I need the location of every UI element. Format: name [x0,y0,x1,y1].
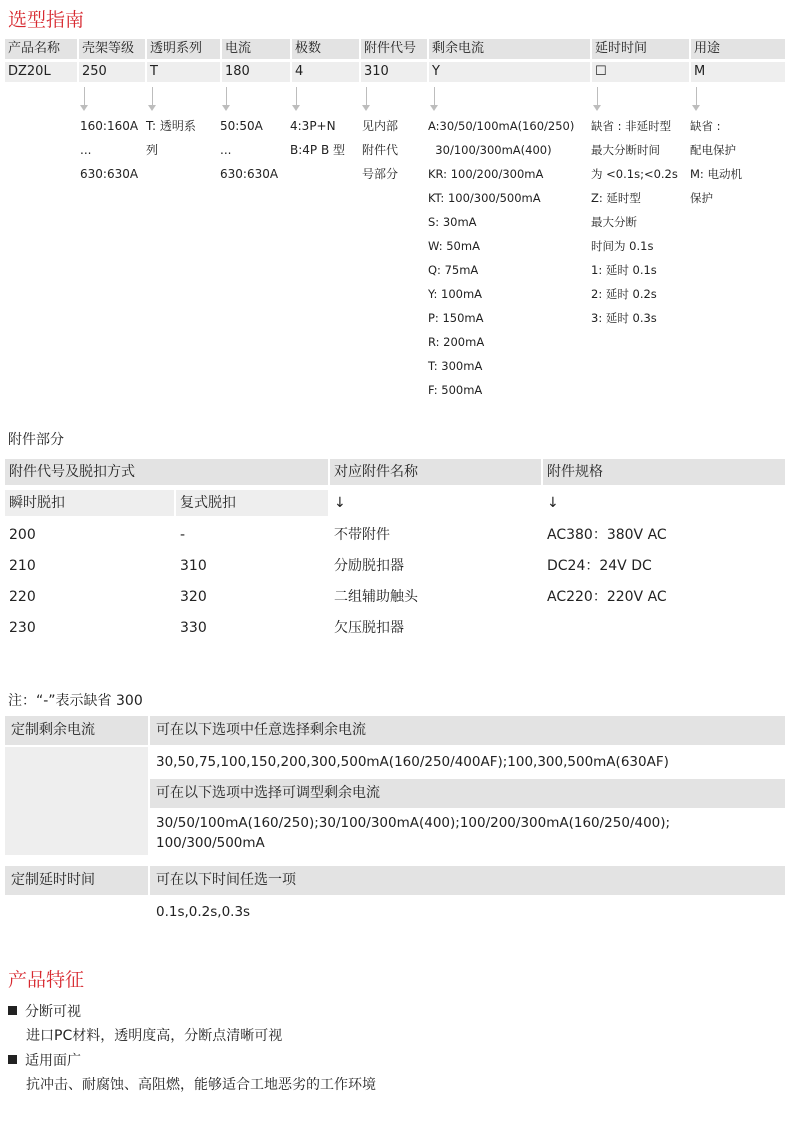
option-text: 缺省 : 非延时型 [591,119,672,133]
option-text: 缺省 : [690,119,721,133]
option-text: Q: 75mA [428,263,479,277]
option-text: KR: 100/200/300mA [428,167,544,181]
header-residual-current: 剩余电流 [429,39,590,59]
options-accessory-code [362,114,398,186]
header-transparent-series: 透明系列 [147,39,220,59]
feature-head: 适用面广 [25,1053,81,1069]
features-title: 产品特征 [8,969,85,991]
option-text: 最大分断时间 [591,143,660,157]
option-text: 50:50A [220,119,263,133]
custom-delay-values: 0.1s,0.2s,0.3s [156,904,251,920]
header-poles: 极数 [292,39,359,59]
accessory-instant-code: 200 [9,527,36,543]
option-text: Z: 延时型 [591,191,641,205]
accessory-spec: DC24：24V DC [547,558,652,574]
option-text: 保护 [690,191,713,205]
features-list [8,1000,376,1098]
option-text: 630:630A [80,167,139,181]
arrow-down-icon [148,87,158,115]
value-usage: M [691,62,785,82]
accessory-section-title: 附件部分 [8,432,64,448]
option-text: 4:3P+N [290,119,336,133]
custom-delay-title: 可在以下时间任选一项 [150,866,785,895]
accessory-spec: AC380：380V AC [547,527,667,543]
accessory-name: 分励脱扣器 [334,558,404,574]
custom-residual-adj-title: 可在以下选项中选择可调型剩余电流 [150,779,785,808]
option-text: 配电保护 [690,143,736,157]
value-transparent-series: T [147,62,220,82]
value-residual-current: Y [429,62,590,82]
accessory-row [5,584,785,610]
option-text: ... [220,143,232,157]
option-text: W: 50mA [428,239,480,253]
header-delay-time: 延时时间 [592,39,689,59]
option-text: 见内部 [362,119,399,133]
accessory-spec: AC220：220V AC [547,589,667,605]
header-product-name: 产品名称 [5,39,77,59]
header-accessory-code: 附件代号 [361,39,427,59]
option-text: T: 300mA [428,359,483,373]
option-text: A:30/50/100mA(160/250) [428,119,575,133]
options-transparent-series [146,114,196,162]
selection-value-row [5,62,785,82]
header-frame-grade: 壳架等级 [79,39,145,59]
value-accessory-code: 310 [361,62,427,82]
accessory-name: 欠压脱扣器 [334,620,404,636]
arrow-down-icon [292,87,302,115]
accessory-header-spec: 附件规格 [543,459,785,485]
header-usage: 用途 [691,39,785,59]
option-text: 列 [146,143,159,157]
feature-desc: 抗冲击、耐腐蚀、高阻燃，能够适合工地恶劣的工作环境 [26,1077,376,1093]
arrow-down-icon: ↓ [334,495,346,511]
option-text: 附件代 [362,143,399,157]
square-bullet-icon [8,1006,17,1015]
option-text: 号部分 [362,167,399,181]
option-text: 2: 延时 0.2s [591,287,657,301]
custom-residual-adj-values-line: 100/300/500mA [156,835,265,851]
arrow-down-icon [362,87,372,115]
option-text: ... [80,143,92,157]
feature-head: 分断可视 [25,1004,81,1020]
option-text: T: 透明系 [146,119,196,133]
accessory-reset-code: 310 [180,558,207,574]
accessory-name: 不带附件 [334,527,390,543]
accessory-instant-code: 230 [9,620,36,636]
feature-item [8,1000,376,1024]
option-text: 1: 延时 0.1s [591,263,657,277]
option-text: R: 200mA [428,335,485,349]
option-text: F: 500mA [428,383,483,397]
accessory-name: 二组辅助触头 [334,589,418,605]
option-text: M: 电动机 [690,167,742,181]
option-text: 最大分断 [591,215,637,229]
feature-desc: 进口PC材料，透明度高，分断点清晰可视 [26,1028,283,1044]
options-current [220,114,278,186]
accessory-header-code: 附件代号及脱扣方式 [5,459,328,485]
custom-residual-label: 定制剩余电流 [5,716,148,745]
option-text: 30/100/300mA(400) [428,143,552,157]
selection-header-row [5,39,785,59]
custom-residual-any-values: 30,50,75,100,150,200,300,500mA(160/250/400AF);100,300,500mA(630AF) [156,754,669,770]
option-text: 为 <0.1s;<0.2s [591,167,678,181]
accessory-reset-code: - [180,527,186,543]
value-delay-time: ☐ [592,62,689,82]
accessory-subheader-row [5,490,785,516]
arrow-down-icon [430,87,440,115]
arrow-down-icon: ↓ [547,495,559,511]
custom-residual-adj-values [150,813,785,853]
option-text: 160:160A [80,119,139,133]
accessory-header-row [5,459,785,485]
value-current: 180 [222,62,290,82]
options-frame-grade [80,114,138,186]
option-text: Y: 100mA [428,287,483,301]
accessory-note: 注：“-”表示缺省 300 [8,693,143,709]
options-usage [690,114,742,210]
accessory-header-name: 对应附件名称 [330,459,541,485]
accessory-subheader-reset: 复式脱扣 [176,490,328,516]
arrow-down-icon [80,87,90,115]
accessory-reset-code: 320 [180,589,207,605]
options-residual-current [428,114,574,402]
option-text: B:4P B 型 [290,143,346,157]
option-text: KT: 100/300/500mA [428,191,541,205]
custom-delay-label: 定制延时时间 [5,866,148,895]
value-product-name: DZ20L [5,62,77,82]
accessory-subheader-instant: 瞬时脱扣 [5,490,174,516]
options-delay-time [591,114,678,330]
option-text: 时间为 0.1s [591,239,654,253]
option-text: P: 150mA [428,311,484,325]
custom-residual-any-title: 可在以下选项中任意选择剩余电流 [150,716,785,745]
value-poles: 4 [292,62,359,82]
option-text: 3: 延时 0.3s [591,311,657,325]
accessory-row [5,553,785,579]
square-bullet-icon [8,1055,17,1064]
option-text: 630:630A [220,167,279,181]
feature-item [8,1049,376,1073]
accessory-instant-code: 220 [9,589,36,605]
option-text: S: 30mA [428,215,477,229]
arrow-down-icon [222,87,232,115]
arrow-down-icon [593,87,603,115]
custom-residual-label-fill [5,747,148,855]
selection-guide-title: 选型指南 [8,9,85,31]
options-poles [290,114,345,162]
accessory-instant-code: 210 [9,558,36,574]
custom-residual-adj-values-line: 30/50/100mA(160/250);30/100/300mA(400);100/200/300mA(160/250/400); [156,815,671,831]
arrow-down-icon [692,87,702,115]
accessory-spec [543,615,785,641]
accessory-row [5,522,785,548]
accessory-row [5,615,785,641]
accessory-reset-code: 330 [180,620,207,636]
value-frame-grade: 250 [79,62,145,82]
header-current: 电流 [222,39,290,59]
